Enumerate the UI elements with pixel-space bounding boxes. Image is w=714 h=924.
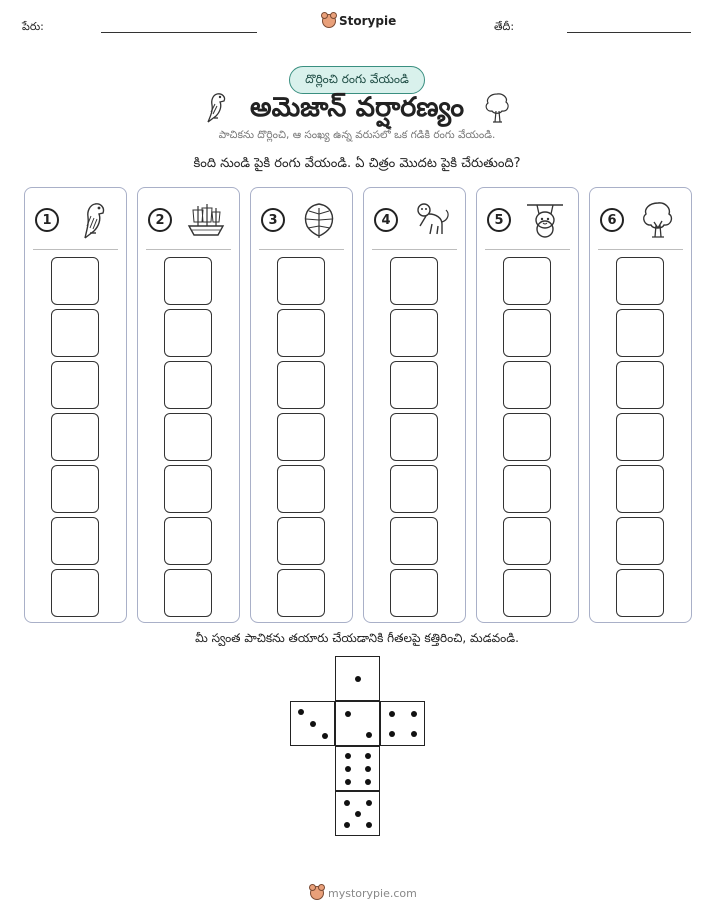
- color-cell[interactable]: [51, 257, 99, 305]
- color-cell[interactable]: [390, 465, 438, 513]
- pip: [345, 753, 351, 759]
- color-cell[interactable]: [277, 465, 325, 513]
- column-divider: [485, 249, 570, 250]
- color-cell[interactable]: [503, 517, 551, 565]
- footer: [310, 886, 417, 900]
- column-divider: [598, 249, 683, 250]
- color-cell[interactable]: [503, 361, 551, 409]
- color-cell[interactable]: [277, 569, 325, 617]
- pip: [310, 721, 316, 727]
- color-cell[interactable]: [277, 257, 325, 305]
- column-4: [363, 187, 466, 623]
- pip: [366, 800, 372, 806]
- color-cell[interactable]: [390, 309, 438, 357]
- column-header: [487, 200, 569, 240]
- column-number: 2: [148, 208, 172, 232]
- color-cell[interactable]: [503, 569, 551, 617]
- color-cell[interactable]: [164, 413, 212, 461]
- column-divider: [33, 249, 118, 250]
- pip: [355, 811, 361, 817]
- color-cell[interactable]: [503, 257, 551, 305]
- subtitle: పాచికను దొర్లించి, ఆ సంఖ్య ఉన్న వరుసలో ఒక గడికి రంగు వేయండి.: [218, 129, 496, 141]
- parrot-icon: [73, 200, 113, 240]
- color-cell[interactable]: [616, 309, 664, 357]
- tree-icon: [638, 200, 678, 240]
- die-face-4: [380, 701, 425, 746]
- color-cell[interactable]: [503, 413, 551, 461]
- pip: [365, 753, 371, 759]
- pip: [365, 779, 371, 785]
- pip: [389, 711, 395, 717]
- color-cell[interactable]: [51, 413, 99, 461]
- color-cell[interactable]: [277, 517, 325, 565]
- color-cell[interactable]: [616, 569, 664, 617]
- die-face-5: [335, 791, 380, 836]
- column-divider: [372, 249, 457, 250]
- color-cell[interactable]: [51, 517, 99, 565]
- column-header: [148, 200, 230, 240]
- color-cell[interactable]: [277, 413, 325, 461]
- pip: [365, 766, 371, 772]
- cut-instruction: మీ స్వంత పాచికను తయారు చేయడానికి గీతలపై కత్తిరించి, మడవండి.: [195, 631, 519, 645]
- color-cell[interactable]: [164, 569, 212, 617]
- column-header: [35, 200, 117, 240]
- pip: [411, 711, 417, 717]
- column-number: 4: [374, 208, 398, 232]
- color-cell[interactable]: [390, 257, 438, 305]
- column-header: [600, 200, 682, 240]
- bear-logo-icon: [310, 886, 324, 900]
- pip: [411, 731, 417, 737]
- column-3: [250, 187, 353, 623]
- pip: [345, 711, 351, 717]
- column-header: [261, 200, 343, 240]
- pip: [345, 779, 351, 785]
- color-cell[interactable]: [390, 517, 438, 565]
- die-face-6: [335, 746, 380, 791]
- tree-icon: [482, 90, 512, 124]
- brand-logo: [322, 14, 396, 28]
- race-grid: [24, 187, 690, 623]
- color-cell[interactable]: [616, 413, 664, 461]
- column-number: 6: [600, 208, 624, 232]
- color-cell[interactable]: [390, 413, 438, 461]
- column-header: [374, 200, 456, 240]
- column-6: [589, 187, 692, 623]
- color-cell[interactable]: [164, 309, 212, 357]
- instruction: కింది నుండి పైకి రంగు వేయండి. ఏ చిత్రం మొదట పైకి చేరుతుంది?: [193, 156, 521, 171]
- pip: [366, 822, 372, 828]
- color-cell[interactable]: [390, 361, 438, 409]
- page-title: అమెజాన్ వర్షారణ్యం: [249, 92, 465, 123]
- color-cell[interactable]: [164, 465, 212, 513]
- bear-logo-icon: [322, 14, 336, 28]
- date-label: తేదీ:: [494, 20, 515, 33]
- pip: [355, 676, 361, 682]
- die-face-1: [335, 701, 380, 746]
- color-cell[interactable]: [616, 465, 664, 513]
- pip: [344, 822, 350, 828]
- leaf-icon: [299, 200, 339, 240]
- header: [0, 14, 714, 38]
- color-cell[interactable]: [616, 517, 664, 565]
- color-cell[interactable]: [164, 361, 212, 409]
- activity-badge: దొర్లించి రంగు వేయండి: [289, 66, 425, 94]
- column-divider: [259, 249, 344, 250]
- name-line: [101, 32, 257, 33]
- color-cell[interactable]: [503, 309, 551, 357]
- die-face-3: [290, 701, 335, 746]
- color-cell[interactable]: [164, 517, 212, 565]
- color-cell[interactable]: [51, 569, 99, 617]
- column-number: 5: [487, 208, 511, 232]
- pip: [389, 731, 395, 737]
- column-1: [24, 187, 127, 623]
- pip: [344, 800, 350, 806]
- pip: [366, 732, 372, 738]
- color-cell[interactable]: [277, 309, 325, 357]
- color-cell[interactable]: [390, 569, 438, 617]
- color-cell[interactable]: [51, 309, 99, 357]
- monkey-icon: [412, 200, 452, 240]
- column-2: [137, 187, 240, 623]
- color-cell[interactable]: [51, 465, 99, 513]
- color-cell[interactable]: [616, 361, 664, 409]
- color-cell[interactable]: [503, 465, 551, 513]
- color-cell[interactable]: [616, 257, 664, 305]
- column-number: 3: [261, 208, 285, 232]
- name-label: పేరు:: [22, 20, 44, 33]
- color-cell[interactable]: [277, 361, 325, 409]
- column-divider: [146, 249, 231, 250]
- color-cell[interactable]: [51, 361, 99, 409]
- pip: [345, 766, 351, 772]
- ship-icon: [186, 200, 226, 240]
- sloth-icon: [525, 200, 565, 240]
- brand-name: Storypie: [339, 14, 397, 28]
- column-5: [476, 187, 579, 623]
- pip: [322, 733, 328, 739]
- date-line: [567, 32, 691, 33]
- color-cell[interactable]: [164, 257, 212, 305]
- column-number: 1: [35, 208, 59, 232]
- pip: [298, 709, 304, 715]
- die-face-1: [335, 656, 380, 701]
- footer-link[interactable]: mystorypie.com: [328, 886, 417, 900]
